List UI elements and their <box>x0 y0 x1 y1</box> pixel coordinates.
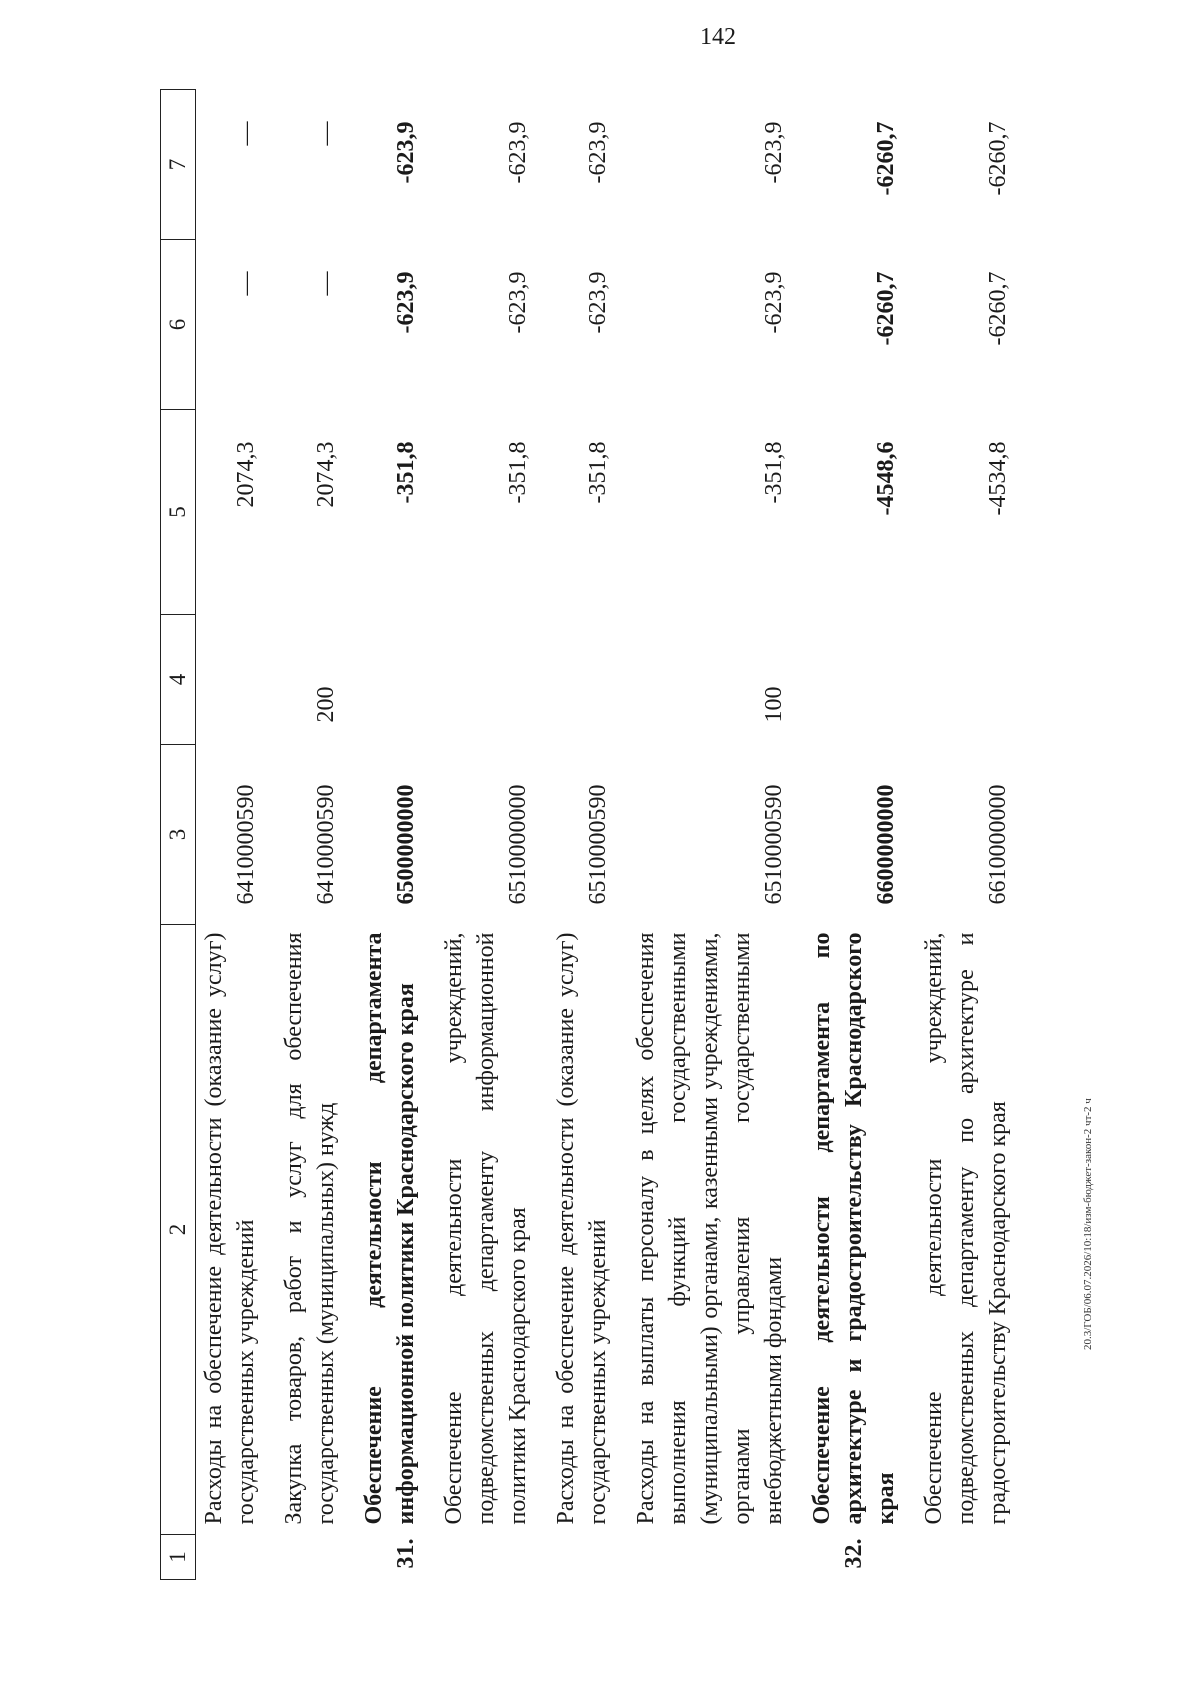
row-value-col7: — <box>233 121 259 146</box>
table-row <box>794 90 906 1580</box>
row-value-col6: -623,9 <box>393 271 419 334</box>
row-value-col5: -351,8 <box>761 441 787 504</box>
table-row <box>346 90 426 1580</box>
row-name: Расходы на обеспечение деятельности (оказание услуг) государственных учреждений <box>201 932 259 1525</box>
row-value-col7: -6260,7 <box>873 121 899 196</box>
row-value-col7: -623,9 <box>505 121 531 184</box>
row-value-col5: -4548,6 <box>873 441 899 516</box>
table-row <box>266 90 346 1580</box>
row-value-col5: 2074,3 <box>313 441 339 508</box>
header-col-7: 7 <box>161 90 196 240</box>
header-col-6: 6 <box>161 240 196 410</box>
row-expense-type <box>906 615 1018 745</box>
row-expense-type <box>196 615 267 745</box>
header-col-3: 3 <box>161 745 196 925</box>
row-target-code: 6610000000 <box>985 784 1011 905</box>
row-name: Обеспечение деятельности департамента информационной политики Краснодарского края <box>361 932 419 1525</box>
row-value-col6: -6260,7 <box>985 271 1011 346</box>
row-expense-type <box>794 615 906 745</box>
row-number <box>196 1535 267 1580</box>
table-row <box>196 90 267 1580</box>
header-col-5: 5 <box>161 410 196 615</box>
row-value-col6: -6260,7 <box>873 271 899 346</box>
row-value-col5: -351,8 <box>393 441 419 504</box>
row-expense-type <box>346 615 426 745</box>
rotated-table-area <box>160 105 1160 1580</box>
row-value-col6: -623,9 <box>761 271 787 334</box>
header-col-4: 4 <box>161 615 196 745</box>
table-body <box>196 90 1019 1580</box>
row-target-code: 6510000590 <box>761 784 787 905</box>
row-value-col7: -623,9 <box>393 121 419 184</box>
header-col-1: 1 <box>161 1535 196 1580</box>
budget-table <box>160 89 1018 1580</box>
row-number <box>266 1535 346 1580</box>
row-name: Закупка товаров, работ и услуг для обеспечения государственных (муниципальных) нужд <box>281 932 339 1525</box>
row-number: 31. <box>393 1538 419 1569</box>
row-value-col5: 2074,3 <box>233 441 259 508</box>
table-row <box>538 90 618 1580</box>
row-value-col5: -351,8 <box>585 441 611 504</box>
row-expense-type: 100 <box>761 686 787 723</box>
row-expense-type <box>538 615 618 745</box>
row-value-col7: -623,9 <box>585 121 611 184</box>
document-footer-code: 20.3/ГОБ/06.07.2026/10:18/изм-бюджет-закон-2 чт-2 ч <box>1082 1098 1094 1350</box>
row-target-code: 6600000000 <box>873 784 899 905</box>
table-header-row <box>161 90 196 1580</box>
row-number <box>538 1535 618 1580</box>
row-value-col6: -623,9 <box>505 271 531 334</box>
row-target-code: 6410000590 <box>313 784 339 905</box>
row-value-col6: — <box>233 271 259 296</box>
row-name: Расходы на обеспечение деятельности (оказание услуг) государственных учреждений <box>553 932 611 1525</box>
row-target-code: 6410000590 <box>233 784 259 905</box>
row-number <box>618 1535 794 1580</box>
row-expense-type <box>426 615 538 745</box>
row-name: Расходы на выплаты персоналу в целях обеспечения выполнения функций государственными (муниципальными) органами, казенными учреждениями, органами управления государственными внебюджетными фондами <box>633 932 787 1525</box>
row-name: Обеспечение деятельности учреждений, подведомственных департаменту по архитектуре и градостроительству Краснодарского края <box>921 932 1011 1525</box>
row-value-col6: — <box>313 271 339 296</box>
row-number: 32. <box>841 1538 867 1569</box>
row-name: Обеспечение деятельности департамента по архитектуре и градостроительству Краснодарского края <box>809 932 899 1525</box>
row-value-col6: -623,9 <box>585 271 611 334</box>
row-target-code: 6510000590 <box>585 784 611 905</box>
row-value-col7: -6260,7 <box>985 121 1011 196</box>
row-expense-type: 200 <box>313 686 339 723</box>
header-col-2: 2 <box>161 925 196 1535</box>
page-number: 142 <box>700 24 736 50</box>
row-value-col5: -4534,8 <box>985 441 1011 516</box>
row-number <box>906 1535 1018 1580</box>
table-row <box>618 90 794 1580</box>
row-target-code: 6500000000 <box>393 784 419 905</box>
table-row <box>906 90 1018 1580</box>
row-value-col7: — <box>313 121 339 146</box>
table-row <box>426 90 538 1580</box>
row-target-code: 6510000000 <box>505 784 531 905</box>
row-value-col7: -623,9 <box>761 121 787 184</box>
row-name: Обеспечение деятельности учреждений, подведомственных департаменту информационной политики Краснодарского края <box>441 932 531 1525</box>
row-value-col5: -351,8 <box>505 441 531 504</box>
row-number <box>426 1535 538 1580</box>
